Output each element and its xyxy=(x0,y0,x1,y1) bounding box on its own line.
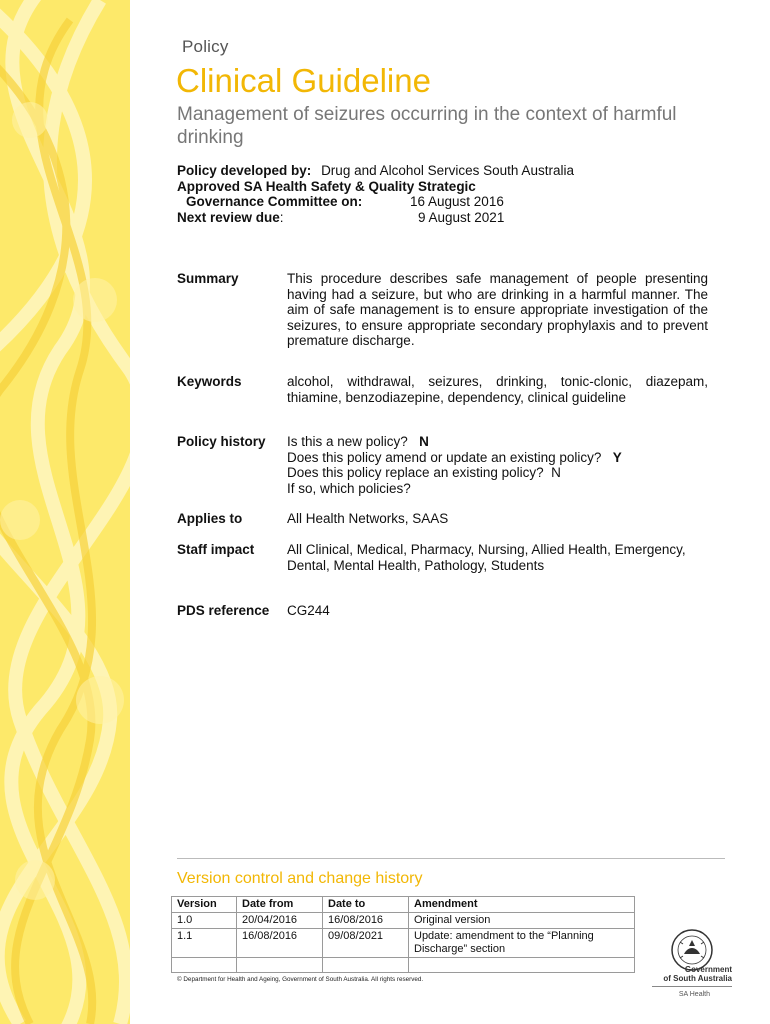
version-table xyxy=(171,896,635,973)
version-cell: 1.1 xyxy=(172,929,237,958)
document-title: Clinical Guideline xyxy=(176,62,431,99)
logo-divider xyxy=(652,986,732,987)
approved-date: 16 August 2016 xyxy=(410,194,504,209)
version-table-header xyxy=(172,897,635,913)
document-subtitle: Management of seizures occurring in the context of harmful drinking xyxy=(177,104,677,148)
section-divider xyxy=(177,858,725,859)
copyright-note: © Department for Health and Ageing, Government of South Australia. All rights reserved. xyxy=(177,976,424,983)
review-label: Next review due xyxy=(177,209,280,225)
document-type: Policy xyxy=(182,37,229,56)
approved-label-line1: Approved SA Health Safety & Quality Strategic xyxy=(177,178,476,194)
table-row xyxy=(172,929,635,958)
summary-label: Summary xyxy=(177,271,239,286)
amendment-cell xyxy=(409,958,635,973)
history-answer-replace: N xyxy=(551,465,561,480)
decorative-side-band xyxy=(0,0,130,1024)
col-date-to-header: Date to xyxy=(323,897,409,913)
meta-review-row xyxy=(177,210,574,226)
history-answer-new: N xyxy=(419,434,429,449)
history-question-new: Is this a new policy? N xyxy=(287,434,429,449)
approved-label-line2: Governance Committee on: xyxy=(186,194,363,209)
history-answer-amend: Y xyxy=(612,449,622,465)
version-control-title: Version control and change history xyxy=(177,870,423,887)
applies-to-label: Applies to xyxy=(177,511,243,526)
date-to-cell: 16/08/2016 xyxy=(323,913,409,929)
amendment-cell: Update: amendment to the “Planning Discharge” section xyxy=(409,929,635,958)
table-row xyxy=(172,913,635,929)
col-date-from-header: Date from xyxy=(237,897,323,913)
table-row xyxy=(172,958,635,973)
policy-history-answers xyxy=(287,434,708,496)
policy-meta xyxy=(177,163,574,225)
date-to-cell xyxy=(323,958,409,973)
developed-by-value: Drug and Alcohol Services South Australia xyxy=(321,163,574,178)
version-cell: 1.0 xyxy=(172,913,237,929)
meta-developed-row xyxy=(177,163,574,179)
gov-line1: Government xyxy=(684,965,732,974)
staff-impact-text: All Clinical, Medical, Pharmacy, Nursing, Allied Health, Emergency, Dental, Mental Health, Pathology, Students xyxy=(287,542,686,573)
keywords-text: alcohol, withdrawal, seizures, drinking, tonic-clonic, diazepam, thiamine, benzodiazepine, dependency, clinical guideline xyxy=(287,374,708,405)
date-from-cell xyxy=(237,958,323,973)
government-logo-text xyxy=(652,966,732,983)
policy-history-label: Policy history xyxy=(177,434,266,449)
history-question-which: If so, which policies? xyxy=(287,480,411,496)
pds-reference-label: PDS reference xyxy=(177,603,270,618)
history-question-amend: Does this policy amend or update an existing policy? Y xyxy=(287,449,622,465)
date-to-cell: 09/08/2021 xyxy=(323,929,409,958)
summary-text: This procedure describes safe management of people presenting having had a seizure, but who are drinking in a harmful manner. The aim of safe management is to ensure appropriate investigation of the seizures, to ensure appropriate secondary prophylaxis and to prevent premature discharge. xyxy=(287,271,708,348)
meta-approved-row-1 xyxy=(177,179,574,195)
staff-impact-label: Staff impact xyxy=(177,542,255,557)
sa-health-label: SA Health xyxy=(678,991,710,998)
date-from-cell: 20/04/2016 xyxy=(237,913,323,929)
review-date: 9 August 2021 xyxy=(418,209,505,225)
pds-reference-value: CG244 xyxy=(287,603,330,618)
col-version-header: Version xyxy=(172,897,237,913)
version-cell xyxy=(172,958,237,973)
amendment-cell: Original version xyxy=(409,913,635,929)
review-colon: : xyxy=(279,209,284,225)
col-amendment-header: Amendment xyxy=(409,897,635,913)
developed-by-label: Policy developed by: xyxy=(177,163,312,178)
date-from-cell: 16/08/2016 xyxy=(237,929,323,958)
history-question-replace: Does this policy replace an existing policy? N xyxy=(287,465,561,480)
applies-to-text: All Health Networks, SAAS xyxy=(287,511,449,526)
gov-line2: of South Australia xyxy=(663,973,732,983)
meta-approved-row-2 xyxy=(177,194,574,210)
keywords-label: Keywords xyxy=(177,374,242,389)
